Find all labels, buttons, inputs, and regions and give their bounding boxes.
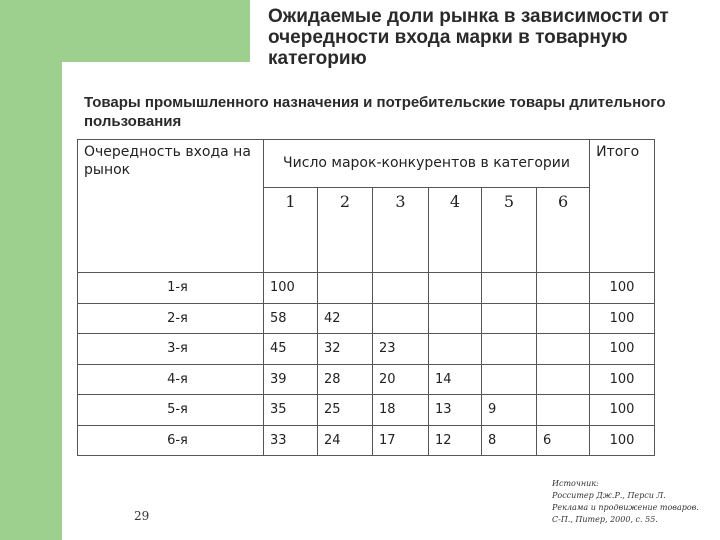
table-cell: 20	[373, 364, 429, 394]
column-header: 3	[373, 187, 429, 273]
slide-subtitle: Товары промышленного назначения и потребительские товары длительного пользования	[84, 94, 666, 130]
table-cell: 12	[429, 425, 482, 455]
table-row	[78, 395, 655, 425]
table-row	[78, 303, 655, 333]
table-row	[78, 425, 655, 455]
table-cell: 32	[318, 334, 373, 364]
competitors-count-header: Число марок-конкурентов в категории	[264, 140, 590, 188]
table-cell	[537, 395, 590, 425]
source-note	[552, 478, 717, 526]
total-header: Итого	[590, 140, 655, 273]
table-cell: 45	[264, 334, 318, 364]
table-cell	[537, 364, 590, 394]
decorative-green-header-bar	[0, 0, 250, 62]
column-header: 5	[482, 187, 537, 273]
table-cell: 100	[264, 273, 318, 303]
row-total: 100	[590, 425, 655, 455]
table-cell	[482, 364, 537, 394]
table-cell: 18	[373, 395, 429, 425]
source-line: С-П., Питер, 2000, с. 55.	[552, 515, 658, 524]
column-header: 1	[264, 187, 318, 273]
table-row	[78, 273, 655, 303]
table-cell	[537, 273, 590, 303]
row-label: 3-я	[78, 334, 264, 364]
table-cell: 33	[264, 425, 318, 455]
table-cell	[318, 273, 373, 303]
row-total: 100	[590, 395, 655, 425]
table-cell	[373, 273, 429, 303]
table-body	[78, 273, 655, 456]
table-cell	[482, 303, 537, 333]
table-cell: 8	[482, 425, 537, 455]
table-cell: 39	[264, 364, 318, 394]
table-cell: 28	[318, 364, 373, 394]
table-row	[78, 334, 655, 364]
source-label: Источник:	[552, 479, 599, 488]
table-cell	[429, 273, 482, 303]
table-row	[78, 364, 655, 394]
row-total: 100	[590, 334, 655, 364]
entry-order-header: Очередность входа на рынок	[78, 140, 264, 273]
column-header: 6	[537, 187, 590, 273]
column-header: 4	[429, 187, 482, 273]
decorative-green-side-bar	[0, 62, 62, 540]
table-cell: 9	[482, 395, 537, 425]
table-cell	[373, 303, 429, 333]
row-label: 5-я	[78, 395, 264, 425]
table-cell: 13	[429, 395, 482, 425]
row-label: 2-я	[78, 303, 264, 333]
source-line: Реклама и продвижение товаров.	[552, 503, 699, 512]
table-cell: 23	[373, 334, 429, 364]
table-cell: 58	[264, 303, 318, 333]
table-cell	[482, 334, 537, 364]
table-cell	[429, 334, 482, 364]
table-cell	[537, 334, 590, 364]
table-cell: 24	[318, 425, 373, 455]
table-cell: 42	[318, 303, 373, 333]
row-label: 1-я	[78, 273, 264, 303]
table-cell: 17	[373, 425, 429, 455]
table-cell	[482, 273, 537, 303]
table-cell	[537, 303, 590, 333]
row-total: 100	[590, 303, 655, 333]
source-line: Росситер Дж.Р., Перси Л.	[552, 491, 666, 500]
row-total: 100	[590, 364, 655, 394]
page-number: 29	[134, 509, 150, 523]
table-cell: 35	[264, 395, 318, 425]
table-cell	[429, 303, 482, 333]
slide-title: Ожидаемые доли рынка в зависимости от очередности входа марки в товарную категорию	[268, 6, 669, 69]
column-header: 2	[318, 187, 373, 273]
table-cell: 6	[537, 425, 590, 455]
table-cell: 14	[429, 364, 482, 394]
row-total: 100	[590, 273, 655, 303]
row-label: 4-я	[78, 364, 264, 394]
row-label: 6-я	[78, 425, 264, 455]
table-cell: 25	[318, 395, 373, 425]
market-share-table	[77, 139, 655, 456]
